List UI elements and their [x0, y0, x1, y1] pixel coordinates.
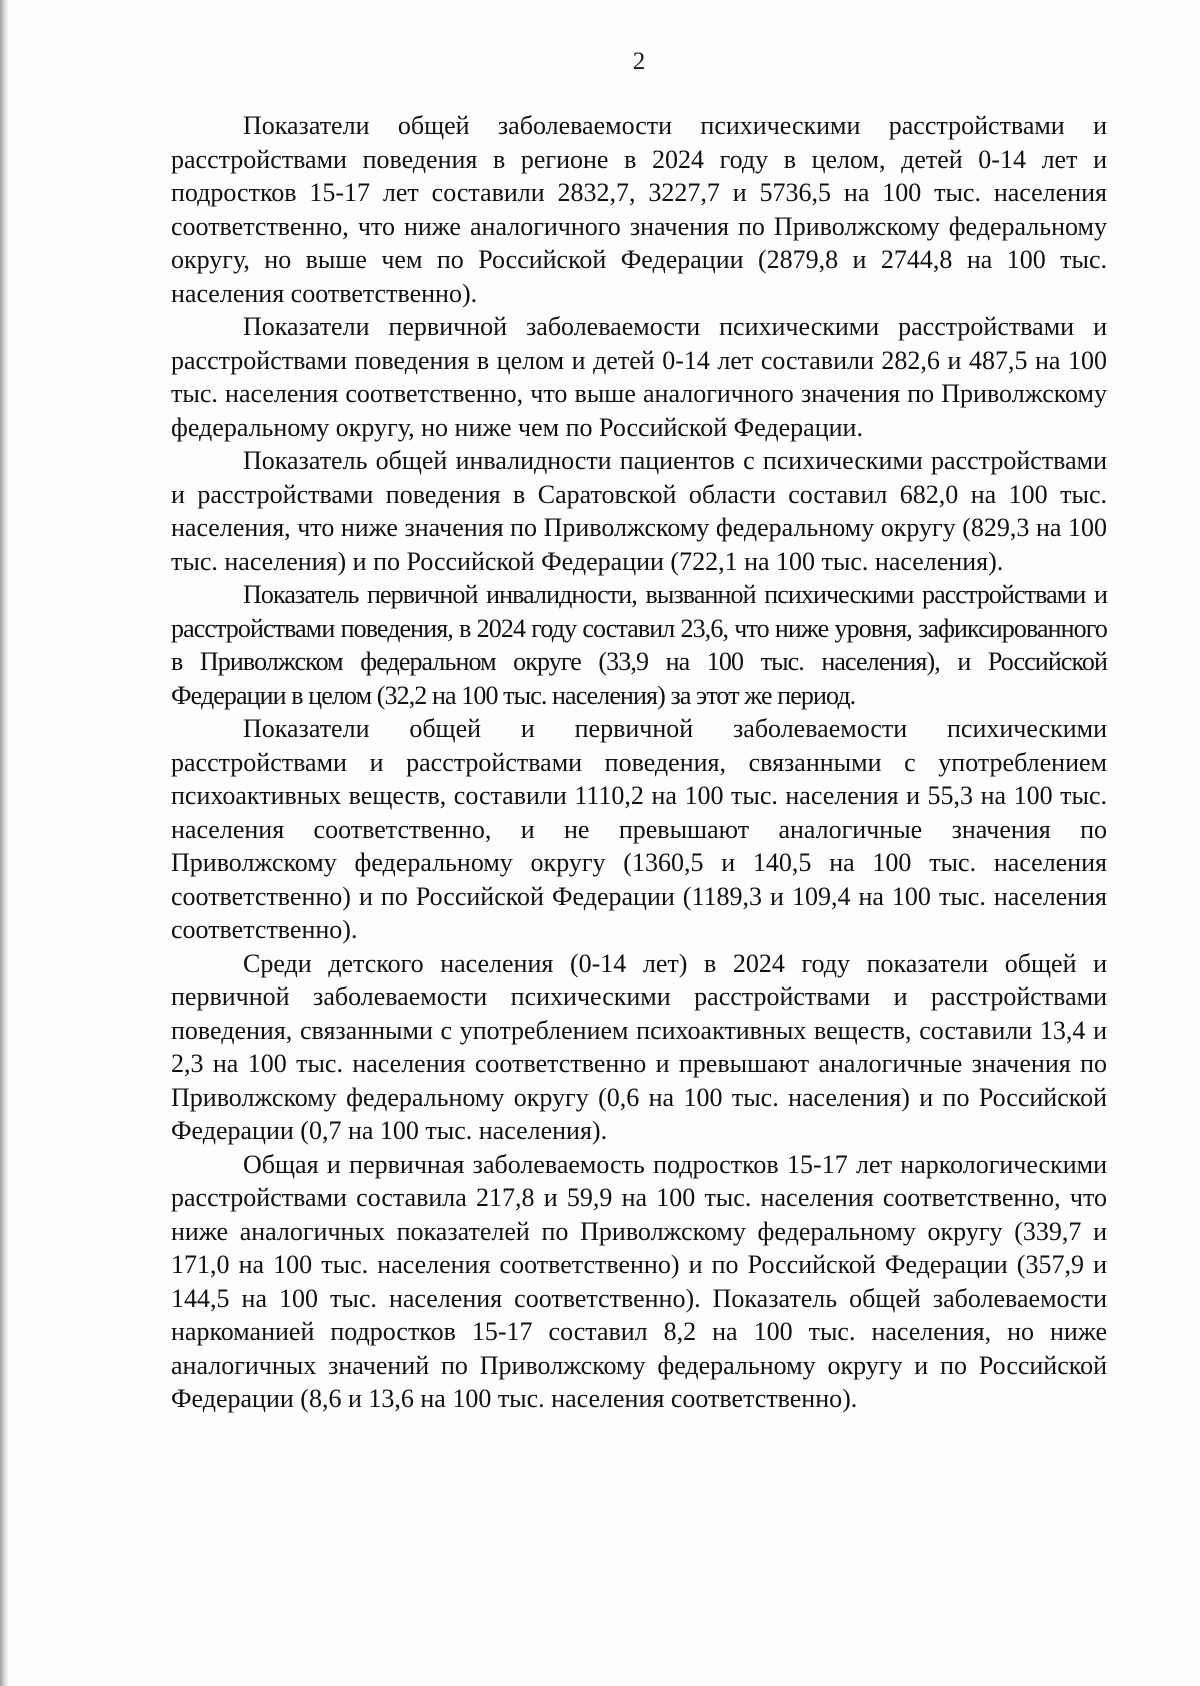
paragraph-adolescent-narcology: Общая и первичная заболеваемость подростков 15-17 лет наркологическими расстройствами составила 217,8 и 59,9 на 100 тыс. населения соответственно, что ниже аналогичных показателей по Приволжскому федеральному округу (339,7 и 171,0 на 100 тыс. населения соответственно) и по Российской Федерации (357,9 и 144,5 на 100 тыс. населения соответственно). Показатель общей заболеваемости наркоманией подростков 15-17 составил 8,2 на 100 тыс. населения, но ниже аналогичных значений по Приволжскому федеральному округу и по Российской Федерации (8,6 и 13,6 на 100 тыс. населения соответственно). [171, 1149, 1107, 1413]
paragraph-substance-use-morbidity: Показатели общей и первичной заболеваемости психическими расстройствами и расстройствами поведения, связанными с употреблением психоактивных веществ, составили 1110,2 на 100 тыс. населения и 55,3 на 100 тыс. населения соответственно, и не превышают аналогичные значения по Приволжскому федеральному округу (1360,5 и 140,5 на 100 тыс. населения соответственно) и по Российской Федерации (1189,3 и 109,4 на 100 тыс. населения соответственно). [171, 714, 1107, 944]
paragraph-general-morbidity: Показатели общей заболеваемости психическими расстройствами и расстройствами поведения в регионе в 2024 году в целом, детей 0-14 лет и подростков 15-17 лет составили 2832,7, 3227,7 и 5736,5 на 100 тыс. населения соответственно, что ниже аналогичного значения по Приволжскому федеральному округу, но выше чем по Российской Федерации (2879,8 и 2744,8 на 100 тыс. населения соответственно). [171, 111, 1107, 308]
paragraph-primary-morbidity: Показатели первичной заболеваемости психическими расстройствами и расстройствами поведения в целом и детей 0-14 лет составили 282,6 и 487,5 на 100 тыс. населения соответственно, что выше аналогичного значения по Приволжскому федеральному округу, но ниже чем по Российской Федерации. [171, 312, 1107, 442]
paragraph-children-substance-use: Среди детского населения (0-14 лет) в 2024 году показатели общей и первичной заболеваемости психическими расстройствами и расстройствами поведения, связанными с употреблением психоактивных веществ, составили 13,4 и 2,3 на 100 тыс. населения соответственно и превышают аналогичные значения по Приволжскому федеральному округу (0,6 на 100 тыс. населения) и по Российской Федерации (0,7 на 100 тыс. населения). [171, 948, 1107, 1145]
document-body [171, 109, 1107, 1416]
scan-edge-shadow [0, 0, 9, 1686]
paragraph-general-disability: Показатель общей инвалидности пациентов с психическими расстройствами и расстройствами поведения в Саратовской области составил 682,0 на 100 тыс. населения, что ниже значения по Приволжскому федеральному округу (829,3 на 100 тыс. населения) и по Российской Федерации (722,1 на 100 тыс. населения). [171, 446, 1107, 576]
page-number: 2 [632, 48, 646, 75]
paragraph-primary-disability: Показатель первичной инвалидности, вызванной психическими расстройствами и расстройствами поведения, в 2024 году составил 23,6, что ниже уровня, зафиксированного в Приволжском федеральном округе (33,9 на 100 тыс. населения), и Российской Федерации в целом (32,2 на 100 тыс. населения) за этот же период. [171, 580, 1107, 710]
